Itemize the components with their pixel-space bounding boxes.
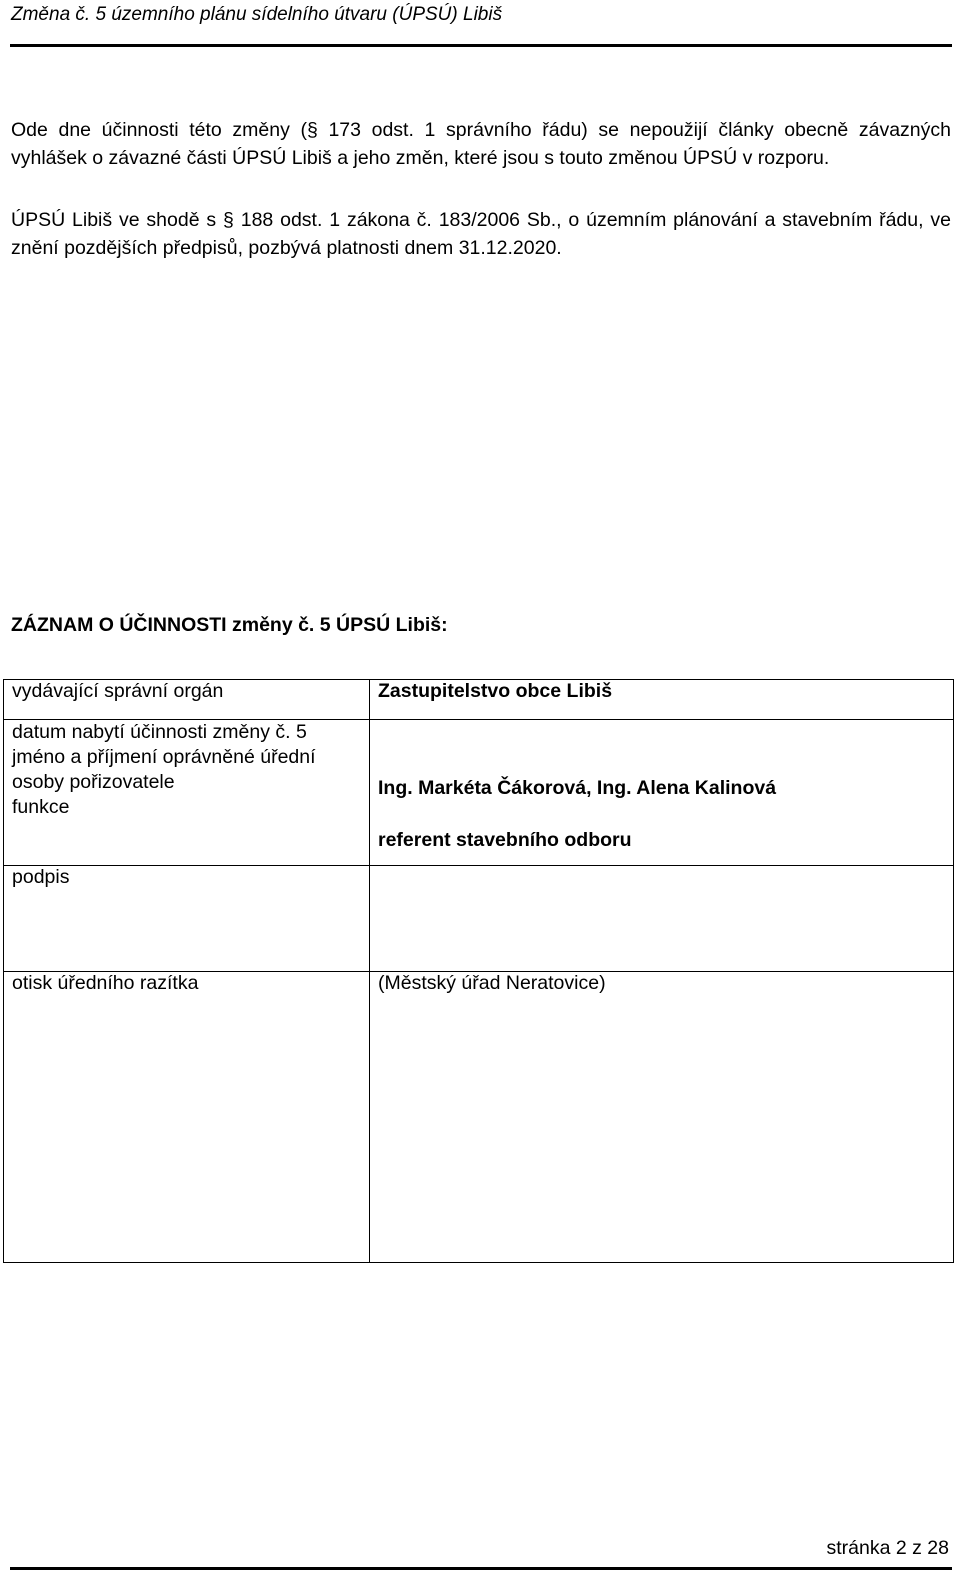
stamp-value: (Městský úřad Neratovice)	[370, 972, 954, 1263]
record-heading: ZÁZNAM O ÚČINNOSTI změny č. 5 ÚPSÚ Libiš:	[11, 614, 448, 636]
footer-divider	[10, 1567, 952, 1570]
paragraph-effect: Ode dne účinnosti této změny (§ 173 odst. 1 správního řádu) se nepoužijí články obecně závazných vyhlášek o závazné části ÚPSÚ Libiš a jeho změn, které jsou s touto změnou ÚPSÚ v rozporu.	[11, 119, 951, 169]
document-header-title: Změna č. 5 územního plánu sídelního útvaru (ÚPSÚ) Libiš	[11, 4, 503, 25]
table-row	[4, 680, 954, 720]
stamp-label: otisk úředního razítka	[4, 972, 370, 1263]
function-label: funkce	[12, 796, 70, 818]
function-value: referent stavebního odboru	[378, 829, 632, 851]
header-divider	[10, 44, 952, 47]
page-number: stránka 2 z 28	[826, 1537, 949, 1559]
issuing-authority-value: Zastupitelstvo obce Libiš	[370, 680, 954, 720]
issuing-authority-label: vydávající správní orgán	[4, 680, 370, 720]
effectiveness-record-table	[3, 679, 954, 1263]
official-name-label: jméno a příjmení oprávněné úřední osoby pořizovatele	[12, 746, 316, 793]
signature-value	[370, 866, 954, 972]
paragraph-validity: ÚPSÚ Libiš ve shodě s § 188 odst. 1 zákona č. 183/2006 Sb., o územním plánování a stavebním řádu, ve znění pozdějších předpisů, pozbývá platnosti dnem 31.12.2020.	[11, 209, 951, 259]
official-name-value: Ing. Markéta Čákorová, Ing. Alena Kalinová	[378, 777, 777, 799]
table-row	[4, 972, 954, 1263]
date-and-official-labels	[4, 720, 370, 866]
official-values	[370, 720, 954, 866]
effective-date-label: datum nabytí účinnosti změny č. 5	[12, 721, 307, 743]
signature-label: podpis	[4, 866, 370, 972]
table-row	[4, 720, 954, 866]
table-row	[4, 866, 954, 972]
